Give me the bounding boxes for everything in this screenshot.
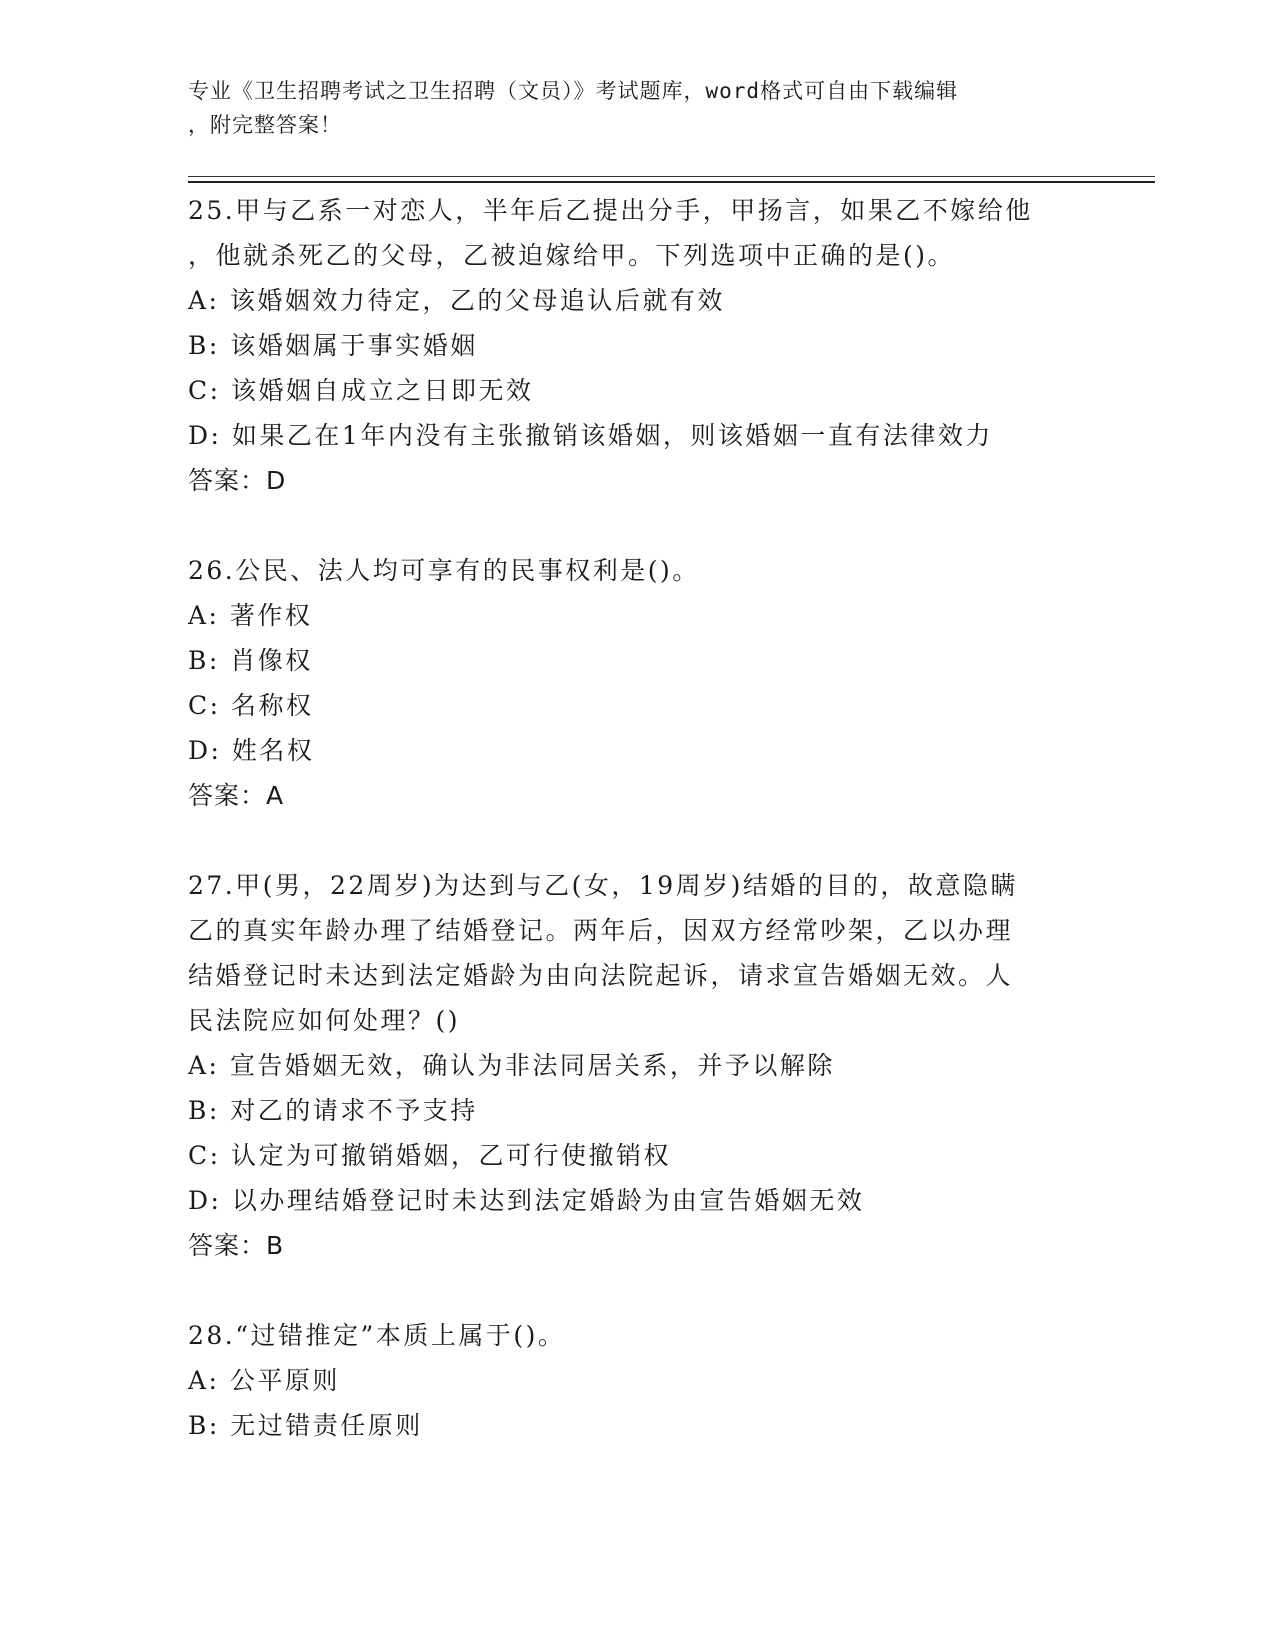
question-28 (188, 1313, 1088, 1448)
header-line-1: 专业《卫生招聘考试之卫生招聘（文员）》考试题库，word格式可自由下载编辑 (188, 79, 959, 103)
question-stem: ，他就杀死乙的父母，乙被迫嫁给甲。下列选项中正确的是()。 (188, 241, 956, 270)
option-c: C: 认定为可撤销婚姻，乙可行使撤销权 (188, 1141, 671, 1170)
option-b: B: 该婚姻属于事实婚姻 (188, 331, 478, 360)
question-27 (188, 863, 1088, 1313)
option-b: B: 对乙的请求不予支持 (188, 1096, 478, 1125)
option-b: B: 无过错责任原则 (188, 1411, 423, 1440)
option-d: D: 以办理结婚登记时未达到法定婚龄为由宣告婚姻无效 (188, 1186, 865, 1215)
question-stem: 27.甲(男，22周岁)为达到与乙(女，19周岁)结婚的目的，故意隐瞒 (188, 871, 1018, 900)
option-a: A: 著作权 (188, 601, 313, 630)
question-stem: 结婚登记时未达到法定婚龄为由向法院起诉，请求宣告婚姻无效。人 (188, 961, 1014, 990)
question-stem: 25.甲与乙系一对恋人，半年后乙提出分手，甲扬言，如果乙不嫁给他 (188, 196, 1033, 225)
question-spacer (188, 818, 1088, 863)
answer-label: 答案：B (188, 1231, 285, 1260)
option-c: C: 名称权 (188, 691, 314, 720)
question-stem: 民法院应如何处理？() (188, 1006, 461, 1035)
question-stem: 26.公民、法人均可享有的民事权利是()。 (188, 556, 700, 585)
header-divider-thick (188, 181, 1155, 183)
answer-label: 答案：D (188, 466, 287, 495)
question-list (188, 188, 1088, 1448)
option-c: C: 该婚姻自成立之日即无效 (188, 376, 534, 405)
question-spacer (188, 503, 1088, 548)
option-a: A: 该婚姻效力待定，乙的父母追认后就有效 (188, 286, 725, 315)
question-26 (188, 548, 1088, 863)
option-a: A: 宣告婚姻无效，确认为非法同居关系，并予以解除 (188, 1051, 835, 1080)
option-a: A: 公平原则 (188, 1366, 340, 1395)
option-d: D: 姓名权 (188, 736, 315, 765)
document-header (188, 74, 1068, 142)
question-spacer (188, 1268, 1088, 1313)
question-stem: 28.“过错推定”本质上属于()。 (188, 1321, 566, 1350)
answer-label: 答案：A (188, 781, 285, 810)
option-b: B: 肖像权 (188, 646, 313, 675)
option-d: D: 如果乙在1年内没有主张撤销该婚姻，则该婚姻一直有法律效力 (188, 421, 993, 450)
question-25 (188, 188, 1088, 548)
header-divider-thin (188, 176, 1155, 177)
question-stem: 乙的真实年龄办理了结婚登记。两年后，因双方经常吵架，乙以办理 (188, 916, 1014, 945)
header-line-2: ，附完整答案！ (188, 113, 342, 137)
